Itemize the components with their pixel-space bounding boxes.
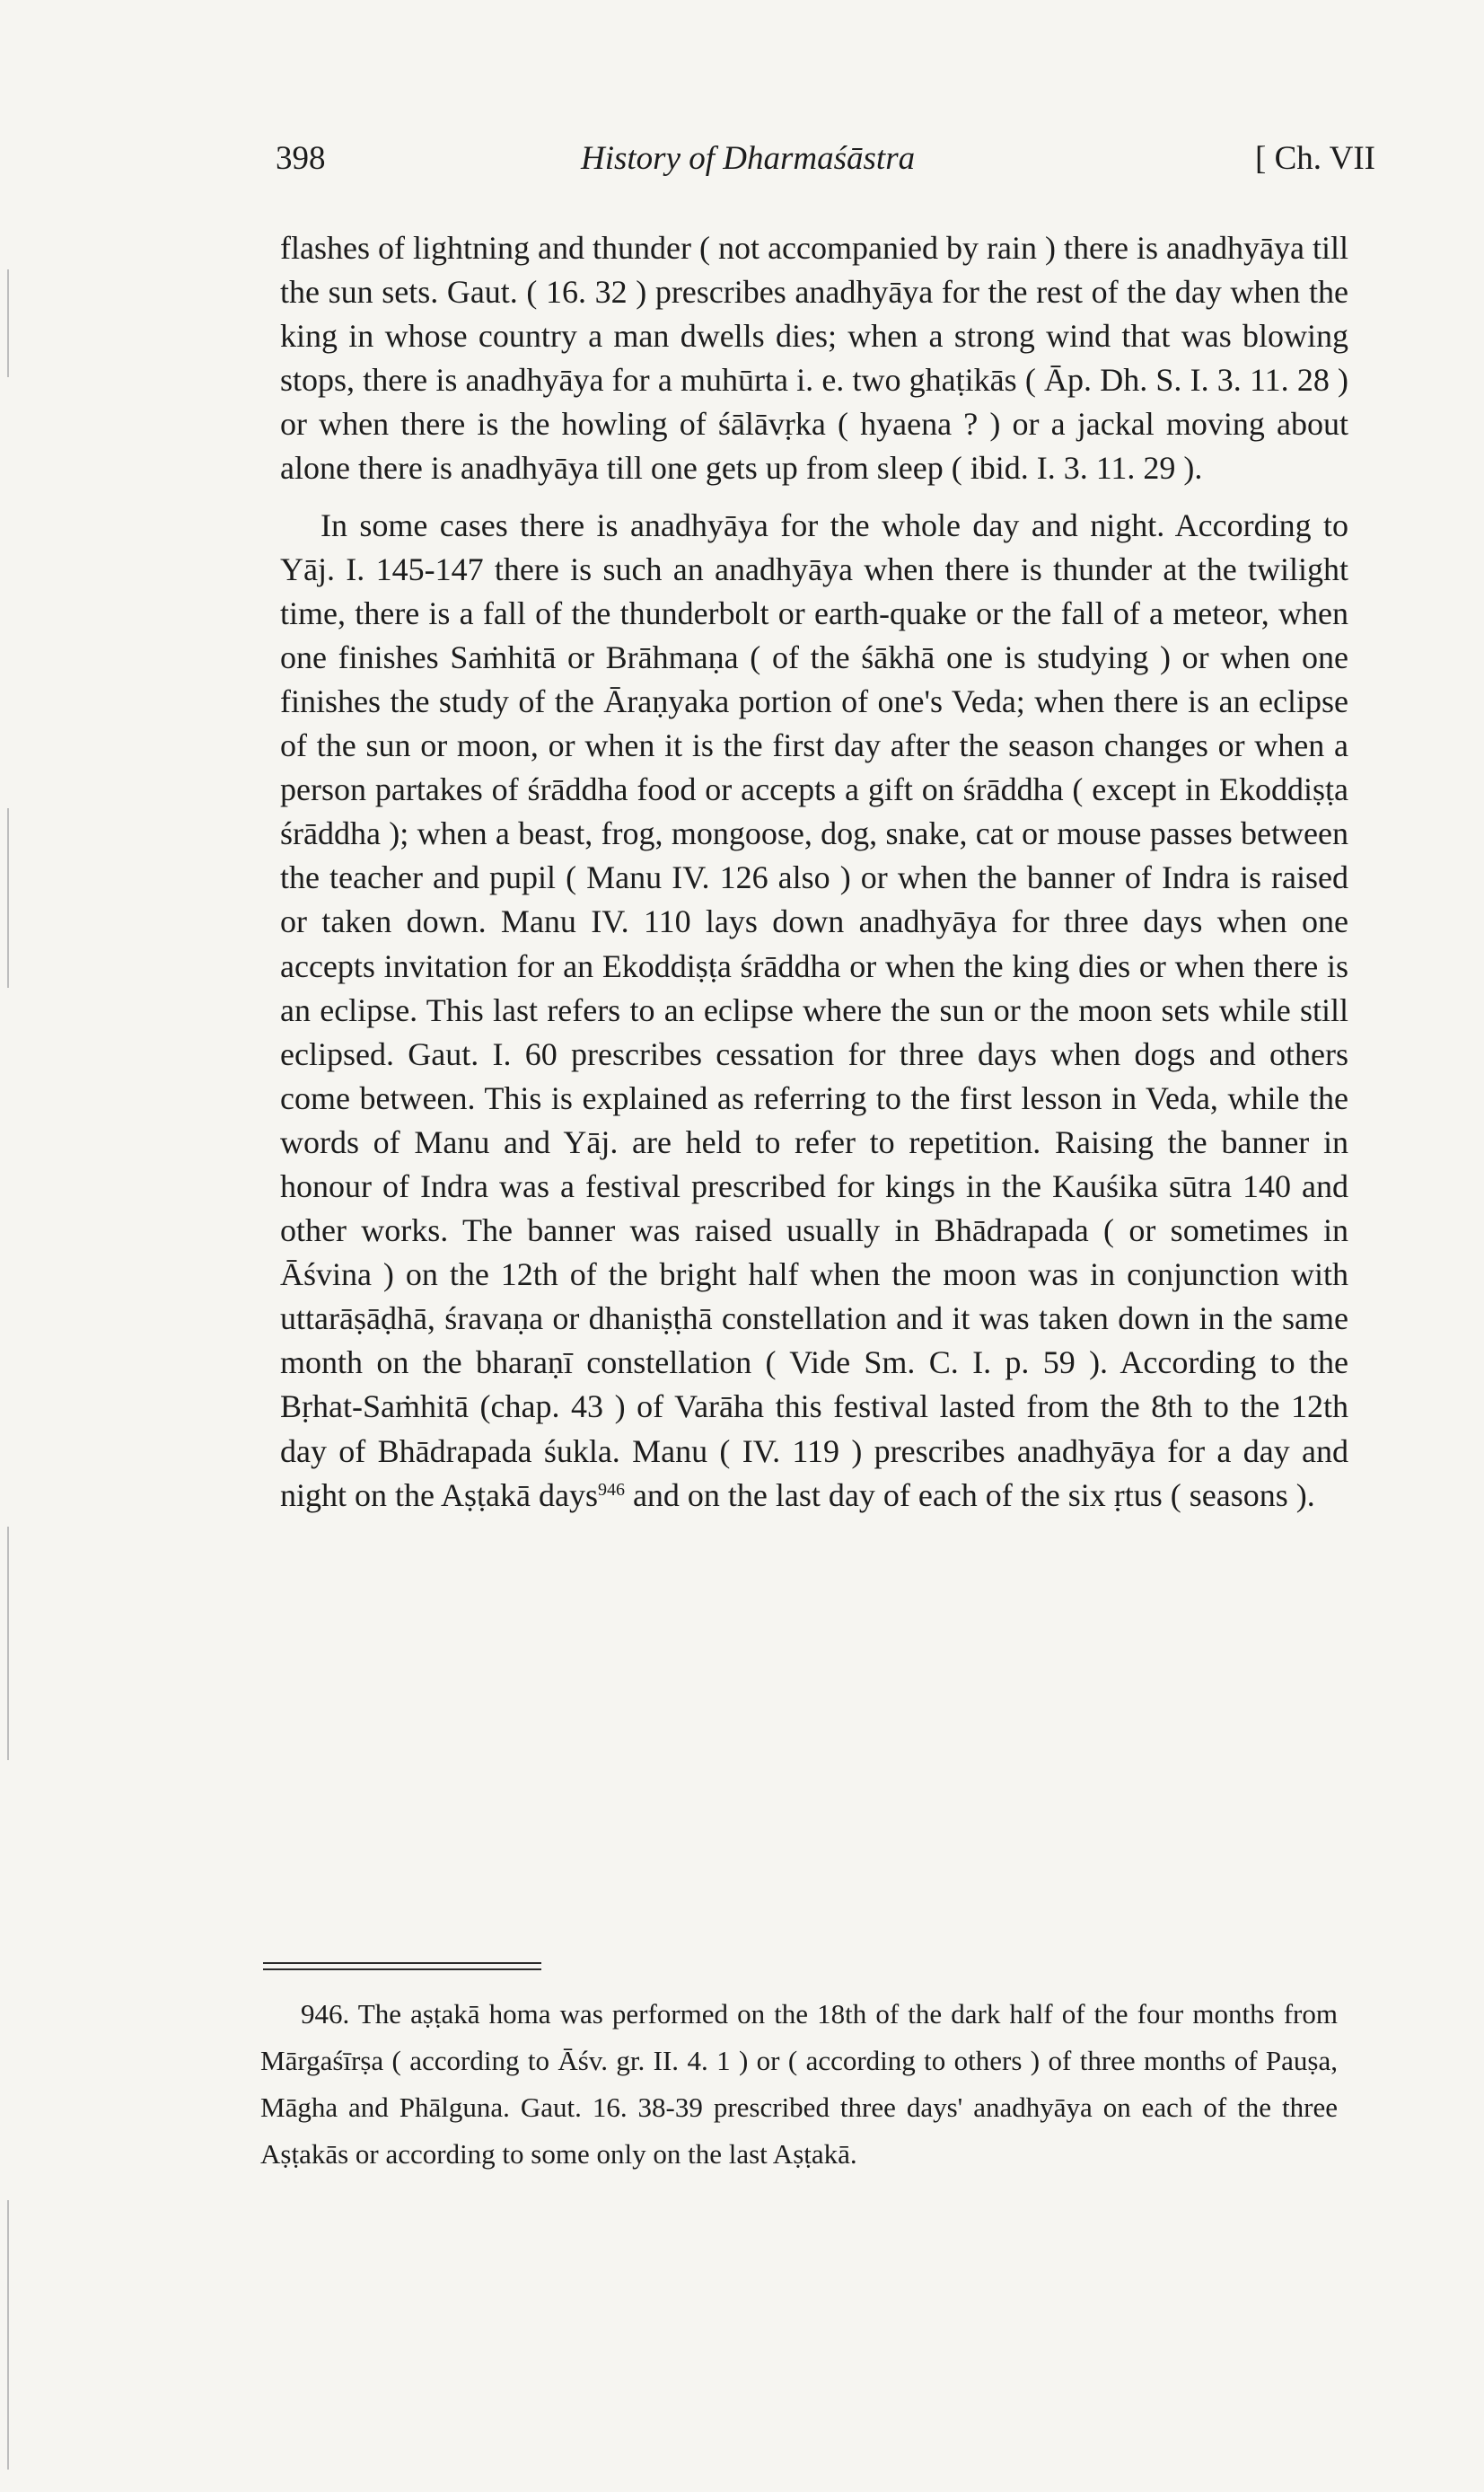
paragraph: flashes of lightning and thunder ( not accompanied by rain ) there is anadhyāya till the sun sets. Gaut. ( 16. 32 ) prescribes anadhyāya for the rest of the day when the king in whose country a man dwells dies; when a strong wind that was blowing stops, there is anadhyāya for a muhūrta i. e. two ghaṭikās ( Āp. Dh. S. I. 3. 11. 28 ) or when there is the howling of śālāvṛka ( hyaena ? ) or a jackal moving about alone there is anadhyāya till one gets up from sleep ( ibid. I. 3. 11. 29 ). bbox=[280, 230, 1348, 487]
footnote-text: 946. The aṣṭakā homa was performed on the 18th of the dark half of the four months from Mārgaśīrṣa ( according to Āśv. gr. II. 4. 1 ) or ( according to others ) of three months of Pauṣa, Māgha and Phālguna. Gaut. 16. 38-39 prescribed three days' anadhyāya on each of the three Aṣṭakās or according to some only on the last Aṣṭakā. bbox=[260, 1998, 1338, 2170]
footnote-divider bbox=[263, 1968, 541, 1970]
running-title: History of Dharmaśāstra bbox=[581, 140, 916, 177]
scan-margin-mark bbox=[7, 1527, 9, 1760]
footnote-reference: 946 bbox=[597, 1479, 625, 1500]
footnote-divider bbox=[263, 1962, 541, 1964]
page-number: 398 bbox=[276, 140, 326, 177]
scan-margin-mark bbox=[7, 2200, 9, 2470]
main-text bbox=[280, 226, 1348, 1518]
paragraph bbox=[280, 504, 1348, 1518]
paragraph-text: In some cases there is anadhyāya for the whole day and night. According to Yāj. I. 145-147 there is such an anadhyāya when there is thunder at the twilight time, there is a fall of the thunderbolt or earth-quake or the fall of a meteor, when one finishes Saṁhitā or Brāhmaṇa ( of the śākhā one is studying ) or when one finishes the study of the Āraṇyaka portion of one's Veda; when there is an eclipse of the sun or moon, or when it is the first day after the season changes or when a person partakes of śrāddha food or accepts a gift on śrāddha ( except in Ekoddiṣṭa śrāddha ); when a beast, frog, mongoose, dog, snake, cat or mouse passes between the teacher and pupil ( Manu IV. 126 also ) or when the banner of Indra is raised or taken down. Manu IV. 110 lays down anadhyāya for three days when one accepts invitation for an Ekoddiṣṭa śrāddha or when the king dies or when there is an eclipse. This last refers to an eclipse where the sun or the moon sets while still eclipsed. Gaut. I. 60 prescribes cessation for three days when dogs and others come between. This is explained as referring to the first lesson in Veda, while the words of Manu and Yāj. are held to refer to repetition. Raising the banner in honour of Indra was a festival prescribed for kings in the Kauśika sūtra 140 and other works. The banner was raised usually in Bhādrapada ( or sometimes in Āśvina ) on the 12th of the bright half when the moon was in conjunction with uttarāṣāḍhā, śravaṇa or dhaniṣṭhā constellation and it was taken down in the same month on the bharaṇī constellation ( Vide Sm. C. I. p. 59 ). According to the Bṛhat-Saṁhitā (chap. 43 ) of Varāha this festival lasted from the 8th to the 12th day of Bhādrapada śukla. Manu ( IV. 119 ) prescribes anadhyāya for a day and night on the Aṣṭakā days bbox=[280, 506, 1348, 1513]
chapter-label: [ Ch. VII bbox=[1255, 140, 1375, 177]
paragraph-text: and on the last day of each of the six ṛtus ( seasons ). bbox=[632, 1476, 1315, 1513]
scan-margin-mark bbox=[7, 269, 9, 377]
footnote bbox=[260, 1991, 1338, 2178]
page-header bbox=[276, 139, 1375, 193]
scan-margin-mark bbox=[7, 808, 9, 988]
